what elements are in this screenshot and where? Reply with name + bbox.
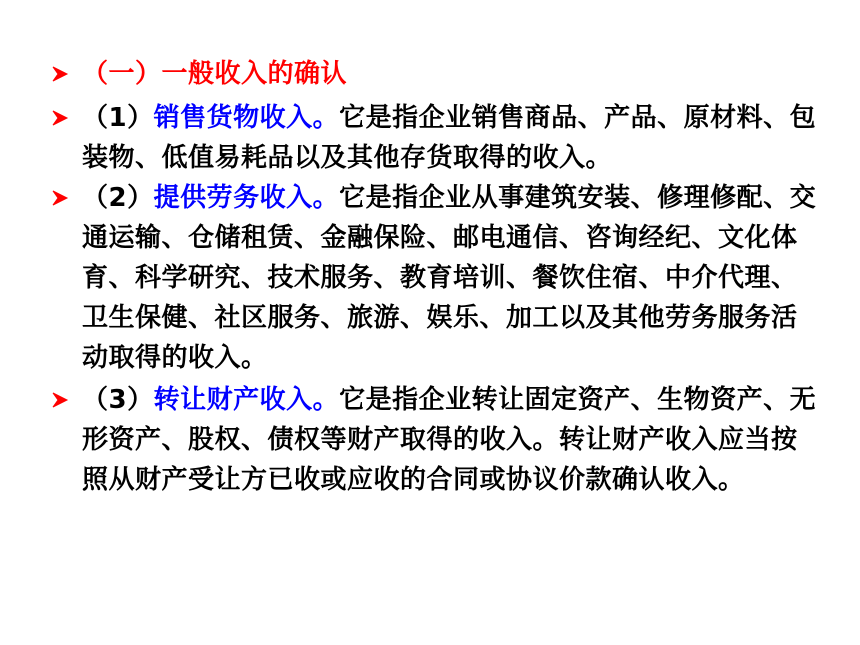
item-number: （1） — [82, 103, 154, 133]
arrow-bullet-icon — [50, 390, 72, 412]
item-number: （3） — [82, 385, 154, 415]
item-term: 销售货物收入。 — [153, 103, 340, 133]
item-text — [82, 98, 822, 178]
item-term: 转让财产收入。 — [153, 385, 340, 415]
item-text — [82, 380, 822, 500]
section-heading: （一）一般收入的确认 — [82, 59, 348, 89]
arrow-bullet-icon — [50, 64, 72, 86]
item-text — [82, 178, 822, 378]
item-body: 它是指企业从事建筑安装、修理修配、交通运输、仓储租赁、金融保险、邮电通信、咨询经纪、文化体育、科学研究、技术服务、教育培训、餐饮住宿、中介代理、卫生保健、社区服务、旅游、娱乐、加工以及其他劳务服务活动取得的收入。 — [82, 183, 817, 373]
item-body: 它是指企业销售商品、产品、原材料、包装物、低值易耗品以及其他存货取得的收入。 — [82, 103, 817, 173]
arrow-bullet-icon — [50, 188, 72, 210]
arrow-bullet-icon — [50, 108, 72, 130]
item-body: 它是指企业转让固定资产、生物资产、无形资产、股权、债权等财产取得的收入。转让财产收入应当按照从财产受让方已收或应收的合同或协议价款确认收入。 — [82, 385, 817, 495]
item-term: 提供劳务收入。 — [153, 183, 340, 213]
item-number: （2） — [82, 183, 154, 213]
